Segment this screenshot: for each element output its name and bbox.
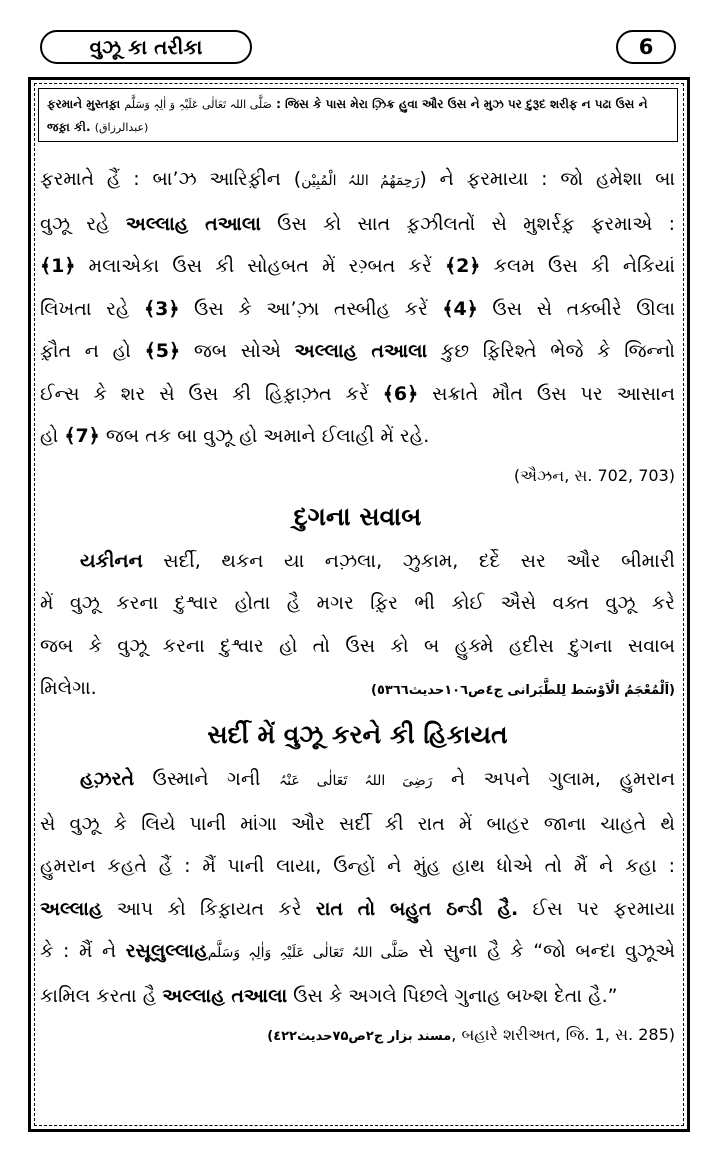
chapter-title: વુઝૂ કા તરીકા bbox=[40, 30, 252, 64]
text: ઈન્સ કે શર સે ઉસ કી હિફ઼ાઝ઼ત કરેં bbox=[40, 382, 383, 405]
arabic-honorific: رَحِمَھُمُ اللہُ الْمُبِیْن bbox=[301, 173, 420, 189]
text: સક્રાતે મૌત ઉસ પર આસાન bbox=[418, 382, 675, 405]
text: ઉસ કે આ’ઝ઼ા તસ્બીહ કરેં bbox=[179, 297, 443, 320]
arabic-honorific: صَلَّی اللہُ تَعَالٰی عَلَیْہِ وَاٰلِہٖ وَسَلَّم bbox=[207, 945, 409, 961]
hadith-source: (عبدالرزاق) bbox=[94, 121, 149, 134]
para1-line3 bbox=[40, 245, 675, 288]
text: ઈસ પર ફરમાયા bbox=[518, 897, 675, 920]
para3-line1 bbox=[40, 758, 675, 803]
text: ઉસ કો સાત ફ઼ઝીલતોં સે મુશર્રફ઼ ફરમાએ : bbox=[260, 212, 675, 235]
section-heading-1: દુગના સવાબ bbox=[293, 501, 422, 531]
item-number: ﴾2﴿ bbox=[444, 255, 481, 277]
text: ફ઼ૌત ન હો bbox=[40, 340, 145, 362]
arabic-honorific: رَضِیَ اللہُ تَعَالٰی عَنْہُ bbox=[278, 773, 433, 789]
text: કુછ ફ઼િરિશ્તે ભેજે કે જિન્નો bbox=[427, 340, 675, 362]
bold-text: યકીનન bbox=[80, 549, 143, 572]
page-number: 6 bbox=[616, 30, 676, 64]
bold-text: અલ્લાહ તઆલા bbox=[162, 984, 288, 1007]
para1-line1 bbox=[40, 158, 675, 203]
para1-reference: (ઐઝન, સ. 702, 703) bbox=[513, 465, 675, 485]
text: સર્દી, થકન યા નઝ઼લા, ઝુકામ, દર્દે સર ઔર બીમારી bbox=[142, 549, 675, 572]
hadith-honorific: صَلَّی اللہ تَعَالٰی عَلَیْہِ وَ اٰلِہٖ وَسَلَّم bbox=[124, 98, 272, 111]
arabic-reference: (مسند بزار ج۲ص۷۵حدیث٤٢٢ bbox=[267, 1029, 452, 1044]
text: સે સુના હૈ કે “જો બન્દા વુઝૂએ bbox=[408, 940, 676, 962]
item-number: ﴾6﴿ bbox=[382, 382, 419, 405]
text: વુઝૂ રહે bbox=[40, 212, 126, 235]
item-number: ﴾5﴿ bbox=[144, 340, 181, 362]
para1-line2 bbox=[40, 203, 675, 246]
para1-line5 bbox=[40, 330, 675, 373]
hadith-lead: ફરમાને મુસ્તફ઼ા bbox=[47, 97, 121, 111]
text: જબ સોએ bbox=[180, 340, 295, 362]
para3-line5 bbox=[40, 930, 675, 975]
text: મલાએકા ઉસ કી સોહબત મેં રગ઼્બત કરેં bbox=[75, 255, 445, 277]
text: ઉસ કે અગલે પિછલે ગુનાહ બખ્શ દેતા હૈ.” bbox=[287, 984, 618, 1007]
text: જબ તક બા વુઝૂ હો અમાને ઈલાહી મેં રહે. bbox=[99, 425, 430, 447]
text: ઉસ સે તક્બીરે ઊલા bbox=[477, 297, 675, 320]
item-number: ﴾1﴿ bbox=[40, 255, 76, 277]
text: કામિલ કરતા હૈ bbox=[40, 984, 163, 1007]
bold-text: રસૂલુલ્લાહ bbox=[125, 940, 208, 962]
bold-text: રાત તો બહુત ઠન્ડી હૈ. bbox=[315, 897, 519, 920]
para3-line2: સે વુઝૂ કે લિયે પાની માંગા ઔર સર્દી કી રાત મેં બાહર જાના ચાહતે થે bbox=[40, 812, 675, 835]
para3-reference bbox=[40, 1017, 675, 1055]
text: , બહારે શરીઅત, જિ. 1, સ. 285) bbox=[451, 1025, 675, 1044]
text: આપ કો કિફ઼ાયત કરે bbox=[102, 897, 316, 920]
para1-line6 bbox=[40, 373, 675, 416]
bold-text: અલ્લાહ bbox=[40, 897, 103, 920]
item-number: ﴾7﴿ bbox=[64, 425, 100, 447]
para2-line4 bbox=[40, 667, 675, 712]
page-content bbox=[40, 158, 675, 1055]
text: હો bbox=[40, 425, 65, 447]
para2-line2: મેં વુઝૂ કરના દુશ્વાર હોતા હૈ મગર ફ઼િર ભી કોઈ ઐસે વક્ત વુઝૂ કરે bbox=[40, 592, 675, 614]
bold-text: અલ્લાહ તઆલા bbox=[294, 340, 428, 362]
text: લિખતા રહે bbox=[40, 297, 144, 320]
para1-line4 bbox=[40, 288, 675, 331]
hadith-text: : જિસ કે પાસ મેરા ઝ઼િક્ર હુવા ઔર ઉસ ને મુઝ પર દુરૂદ શરીફ ન પઢા ઉસ ને જફ઼ા કી. bbox=[47, 97, 648, 134]
bold-text: હઝ઼રતે bbox=[80, 768, 135, 790]
text: ) ને ફરમાયા : જો હમેશા બા bbox=[419, 168, 675, 190]
para3-line3: હુમરાન કહતે હૈં : મૈં પાની લાયા, ઉન્હોં ને મુંહ હાથ ધોએ તો મૈં ને કહા : bbox=[40, 855, 675, 877]
bold-text: અલ્લાહ તઆલા bbox=[125, 212, 261, 235]
text: કલમ ઉસ કી નેકિયાં bbox=[480, 255, 675, 277]
hadith-box bbox=[38, 88, 678, 142]
section-heading-2: સર્દી મેં વુઝૂ કરને કી હિકાયત bbox=[207, 720, 508, 749]
text: કે : મૈં ને bbox=[40, 940, 126, 962]
item-number: ﴾4﴿ bbox=[442, 297, 478, 320]
para3-line6 bbox=[40, 975, 675, 1018]
para1-line7 bbox=[40, 415, 675, 458]
arabic-reference: (اَلْمُعْجَمُ الْاَوْسَط لِلطَّبَرانی ج٤ص١٠٦حدیث٥٣٦٦) bbox=[371, 683, 675, 698]
para3-line4 bbox=[40, 888, 675, 931]
item-number: ﴾3﴿ bbox=[143, 297, 180, 320]
text: ફરમાતે હૈં : બા’ઝ આરિફ઼ીન ( bbox=[40, 168, 302, 190]
para2-line1 bbox=[40, 540, 675, 583]
text: ને અપને ગુલામ, હુમરાન bbox=[432, 768, 675, 790]
text: ઉસ્માને ગની bbox=[134, 768, 279, 790]
para2-line3: જબ કે વુઝૂ કરના દુશ્વાર હો તો ઉસ કો બ હુક્મે હદીસ દુગના સવાબ bbox=[40, 634, 675, 657]
text: મિલેગા. bbox=[40, 677, 97, 699]
